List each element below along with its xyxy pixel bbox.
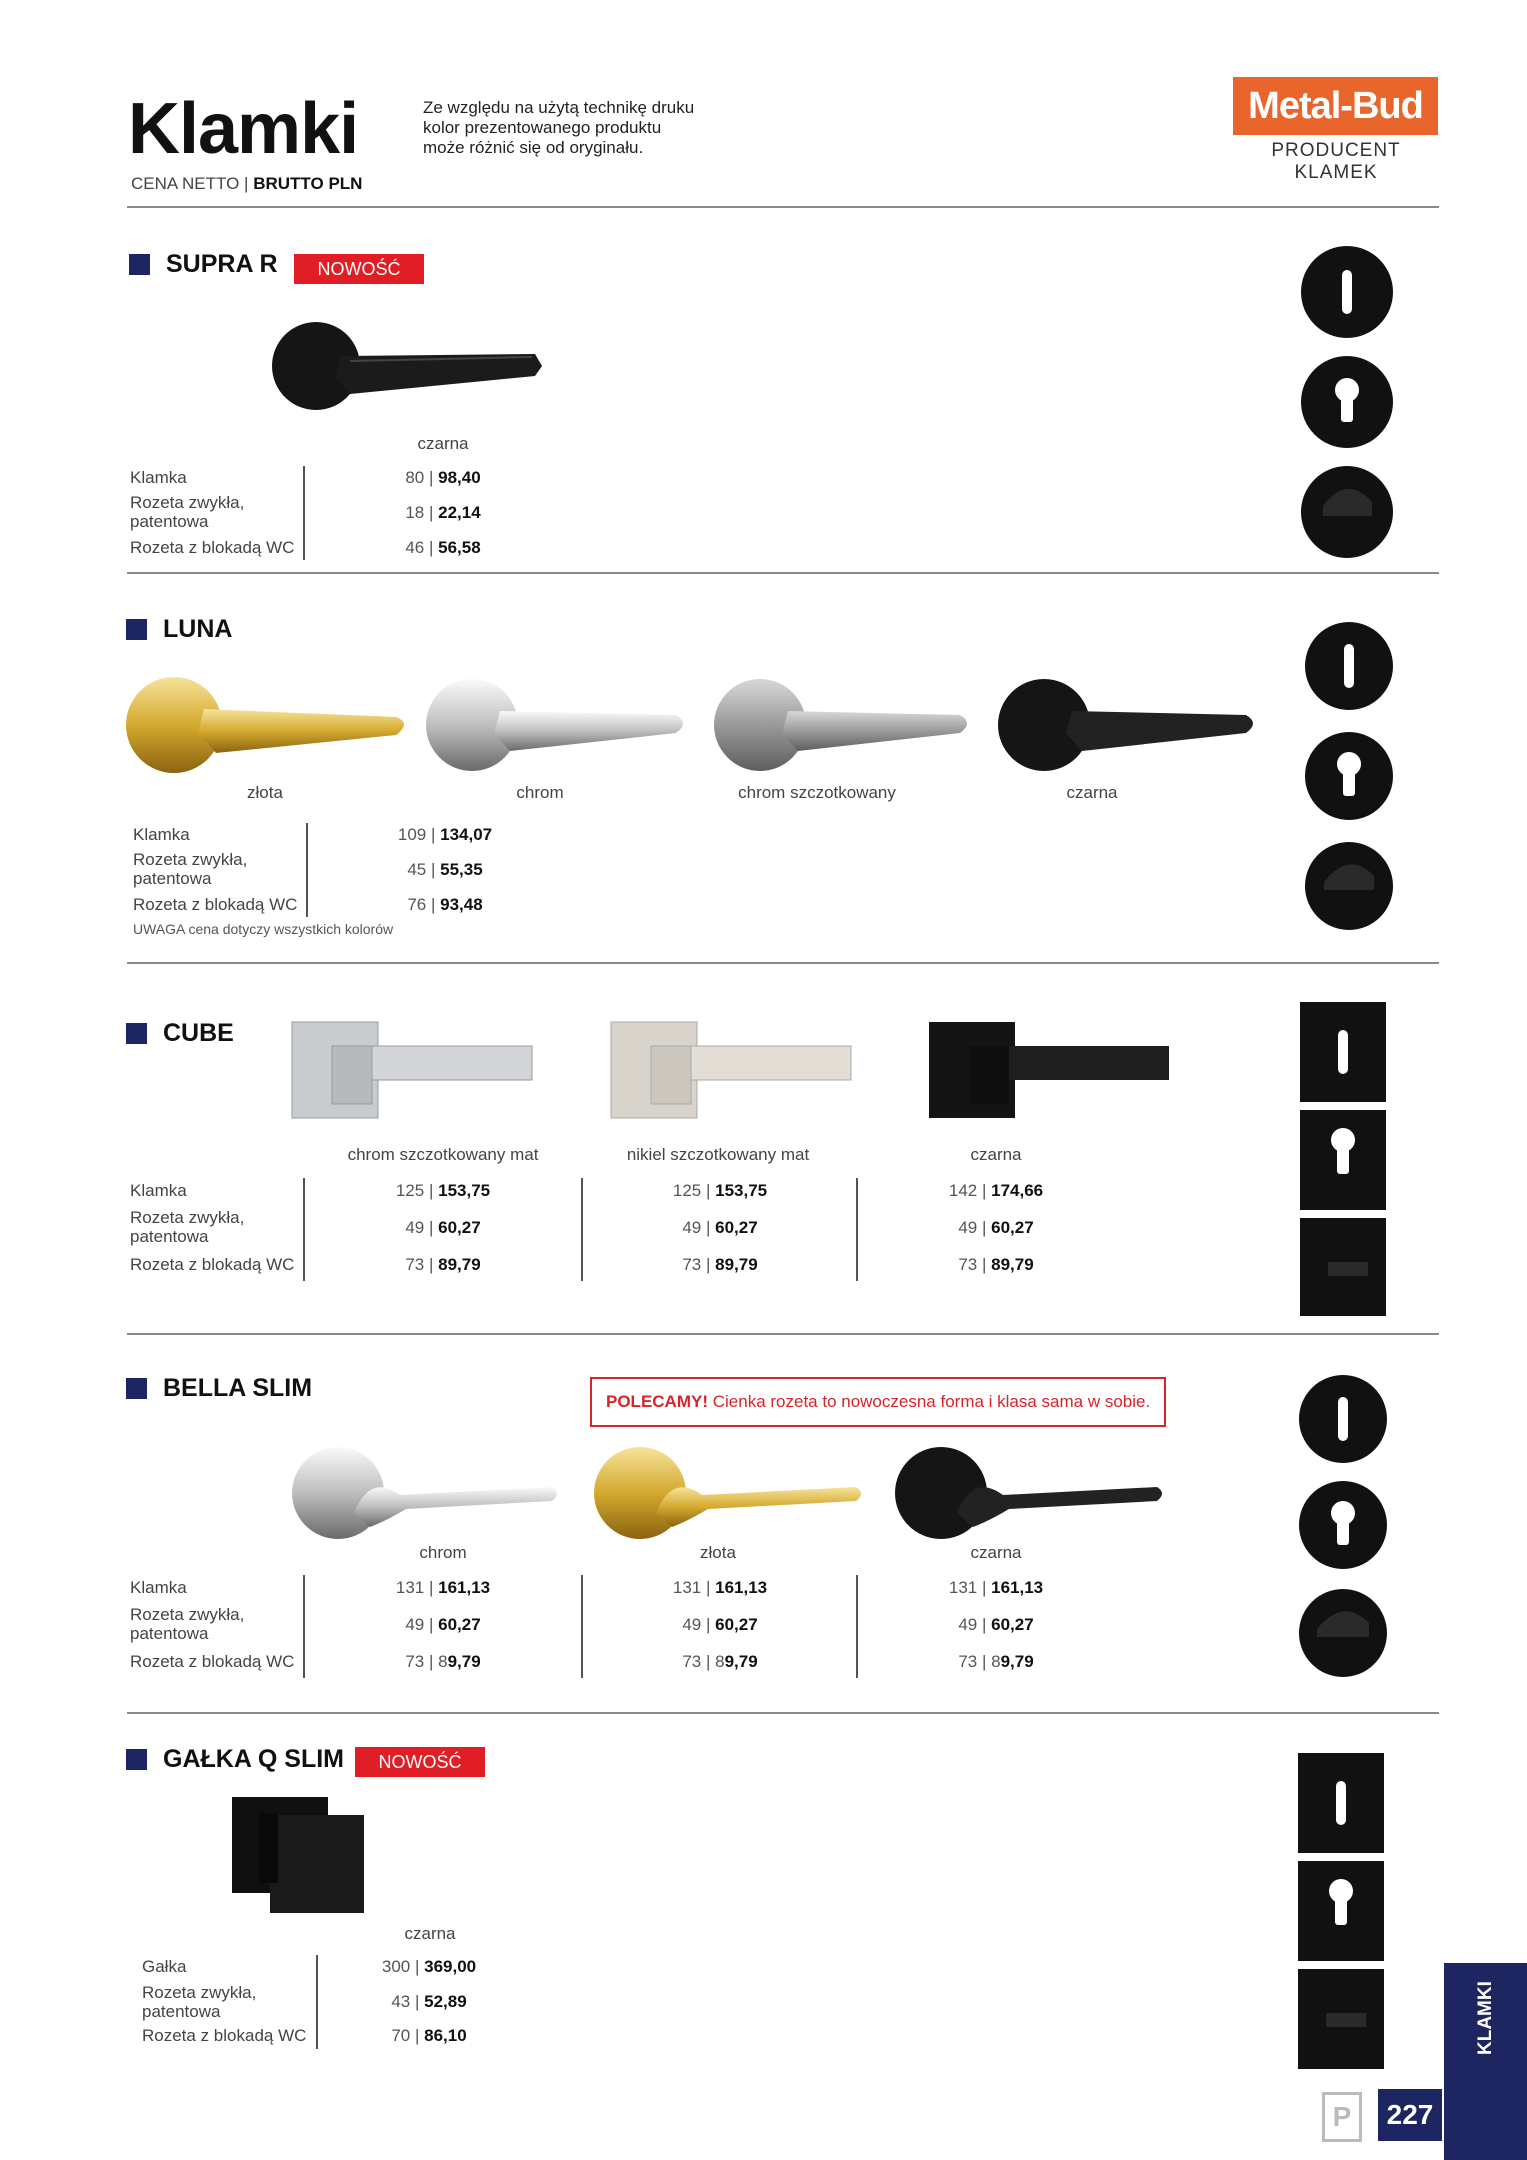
price-cell: [896, 1615, 1096, 1635]
price-gross: 52,89: [424, 1992, 467, 2011]
print-disclaimer: [423, 98, 743, 158]
color-label: czarna: [404, 1924, 456, 1943]
color-label: złota: [247, 783, 283, 802]
price-net: 49 |: [682, 1615, 711, 1634]
price-note-net: CENA NETTO |: [131, 174, 249, 193]
disclaimer-line: Ze względu na użytą technikę druku: [423, 98, 695, 117]
price-gross: 60,27: [715, 1218, 758, 1237]
recommend-banner: [590, 1377, 1166, 1427]
price-net: 125 |: [395, 1181, 434, 1200]
color-label: chrom: [516, 783, 564, 802]
section-marker: [126, 619, 147, 640]
table-divider: [581, 1575, 583, 1678]
price-gross: 89,79: [438, 1255, 481, 1274]
price-cell: [345, 860, 545, 880]
row-label-klamka: Klamka: [130, 1578, 187, 1597]
new-badge: NOWOŚĆ: [355, 1747, 485, 1777]
price-net: 73 | 8: [682, 1652, 725, 1671]
row-label-wc: Rozeta z blokadą WC: [130, 538, 295, 557]
price-gross: 60,27: [438, 1615, 481, 1634]
price-net: 43 |: [391, 1992, 420, 2011]
bella-handle-gold-image: [592, 1443, 867, 1541]
price-net: 73 |: [958, 1255, 987, 1274]
price-cell: [620, 1652, 820, 1672]
row-label-line: Rozeta zwykła,: [130, 1208, 245, 1227]
row-label-rozeta: [130, 1208, 244, 1246]
price-gross: 161,13: [438, 1578, 491, 1597]
price-net: 45 |: [407, 860, 436, 879]
price-net: 73 |: [682, 1255, 711, 1274]
price-cell: [343, 1218, 543, 1238]
row-label-klamka: Klamka: [130, 1181, 187, 1200]
price-net: 125 |: [672, 1181, 711, 1200]
price-cell: [620, 1578, 820, 1598]
price-cell: [329, 1957, 529, 1977]
table-divider: [303, 1178, 305, 1281]
recommend-text: Cienka rozeta to nowoczesna forma i klasa sama w sobie.: [712, 1392, 1151, 1411]
price-cell: [620, 1255, 820, 1275]
price-cell: [329, 1992, 529, 2012]
row-label-line: Rozeta zwykła,: [142, 1983, 257, 2002]
luna-handle-brushed-chrome-image: [712, 673, 970, 773]
row-label-klamka: Klamka: [130, 468, 187, 487]
divider: [127, 962, 1439, 964]
luna-rosettes-image: [1302, 620, 1396, 940]
row-label-wc: Rozeta z blokadą WC: [133, 895, 298, 914]
color-label: czarna: [970, 1543, 1022, 1562]
price-net: 49 |: [405, 1218, 434, 1237]
price-cell: [620, 1181, 820, 1201]
price-cell: [896, 1255, 1096, 1275]
disclaimer-line: może różnić się od oryginału.: [423, 138, 644, 157]
price-gross: 9,79: [447, 1652, 481, 1671]
table-divider: [303, 1575, 305, 1678]
section-marker: [126, 1023, 147, 1044]
cube-handle-brushed-chrome-image: [290, 1020, 535, 1122]
row-label-rozeta: [142, 1983, 256, 2021]
color-label: chrom szczotkowany mat: [347, 1145, 539, 1164]
price-note: UWAGA cena dotyczy wszystkich kolorów: [133, 921, 394, 937]
publisher-logo: P: [1322, 2092, 1362, 2142]
luna-handle-gold-image: [124, 673, 412, 773]
galka-rosettes-image: [1296, 1751, 1388, 2071]
price-gross: 98,40: [438, 468, 481, 487]
price-cell: [896, 1652, 1096, 1672]
table-divider: [306, 823, 308, 917]
bella-handle-chrome-image: [290, 1443, 562, 1541]
section-title-bella: BELLA SLIM: [163, 1374, 313, 1402]
luna-handle-chrome-image: [424, 673, 684, 773]
page-number: 227: [1378, 2089, 1442, 2141]
price-cell: [345, 895, 545, 915]
row-label-line: patentowa: [142, 2002, 221, 2021]
price-cell: [896, 1578, 1096, 1598]
row-label-line: patentowa: [133, 869, 212, 888]
price-cell: [343, 1615, 543, 1635]
price-gross: 89,79: [715, 1255, 758, 1274]
row-label-wc: Rozeta z blokadą WC: [142, 2026, 307, 2045]
price-net: 131 |: [672, 1578, 711, 1597]
price-gross: 60,27: [715, 1615, 758, 1634]
price-gross: 161,13: [991, 1578, 1044, 1597]
row-label-wc: Rozeta z blokadą WC: [130, 1652, 295, 1671]
recommend-label: POLECAMY!: [606, 1392, 708, 1411]
price-net: 131 |: [395, 1578, 434, 1597]
table-divider: [856, 1575, 858, 1678]
price-net: 80 |: [405, 468, 434, 487]
price-net: 46 |: [405, 538, 434, 557]
table-divider: [316, 1955, 318, 2049]
price-gross: 60,27: [438, 1218, 481, 1237]
price-gross: 56,58: [438, 538, 481, 557]
price-cell: [343, 503, 543, 523]
price-net: 49 |: [405, 1615, 434, 1634]
price-net: 18 |: [405, 503, 434, 522]
price-gross: 134,07: [440, 825, 493, 844]
price-gross: 9,79: [1000, 1652, 1034, 1671]
color-label: czarna: [417, 434, 469, 453]
price-net: 49 |: [958, 1218, 987, 1237]
price-cell: [345, 825, 545, 845]
supra-rosettes-image: [1298, 244, 1396, 564]
section-marker: [129, 254, 150, 275]
price-cell: [343, 1578, 543, 1598]
color-label: złota: [700, 1543, 736, 1562]
price-note-gross: BRUTTO PLN: [253, 174, 363, 193]
luna-handle-black-image: [996, 673, 1256, 773]
price-gross: 86,10: [424, 2026, 467, 2045]
divider: [127, 206, 1439, 208]
page-title: Klamki: [128, 89, 359, 169]
row-label-rozeta: [133, 850, 247, 888]
divider: [127, 1333, 1439, 1335]
row-label-line: Rozeta zwykła,: [133, 850, 248, 869]
divider: [127, 1712, 1439, 1714]
color-label: nikiel szczotkowany mat: [626, 1145, 810, 1164]
divider: [127, 572, 1439, 574]
color-label: chrom szczotkowany: [738, 783, 896, 802]
brand-tagline: PRODUCENT KLAMEK: [1271, 140, 1401, 183]
price-net: 73 | 8: [958, 1652, 1001, 1671]
table-divider: [303, 466, 305, 560]
price-gross: 9,79: [724, 1652, 758, 1671]
price-gross: 153,75: [438, 1181, 491, 1200]
section-marker: [126, 1378, 147, 1399]
price-net: 73 |: [405, 1255, 434, 1274]
color-label: czarna: [1066, 783, 1118, 802]
row-label-wc: Rozeta z blokadą WC: [130, 1255, 295, 1274]
price-gross: 60,27: [991, 1615, 1034, 1634]
cube-handle-nickel-image: [609, 1020, 854, 1122]
section-marker: [126, 1749, 147, 1770]
section-title-galka: GAŁKA Q SLIM: [163, 1745, 345, 1773]
price-cell: [620, 1615, 820, 1635]
price-gross: 369,00: [424, 1957, 477, 1976]
price-cell: [343, 538, 543, 558]
price-net: 142 |: [948, 1181, 987, 1200]
supra-handle-image: [270, 316, 545, 416]
price-cell: [343, 1652, 543, 1672]
price-net: 49 |: [958, 1615, 987, 1634]
row-label-klamka: Klamka: [133, 825, 190, 844]
price-gross: 22,14: [438, 503, 481, 522]
row-label-rozeta: [130, 1605, 244, 1643]
cube-rosettes-image: [1298, 1000, 1390, 1318]
row-label-line: Rozeta zwykła,: [130, 493, 245, 512]
color-label: czarna: [970, 1145, 1022, 1164]
price-gross: 93,48: [440, 895, 483, 914]
bella-rosettes-image: [1297, 1373, 1389, 1681]
row-label-line: patentowa: [130, 512, 209, 531]
section-title-cube: CUBE: [163, 1019, 234, 1047]
table-divider: [856, 1178, 858, 1281]
price-cell: [896, 1181, 1096, 1201]
new-badge: NOWOŚĆ: [294, 254, 424, 284]
price-gross: 55,35: [440, 860, 483, 879]
price-net: 49 |: [682, 1218, 711, 1237]
price-gross: 89,79: [991, 1255, 1034, 1274]
price-cell: [343, 1255, 543, 1275]
price-gross: 161,13: [715, 1578, 768, 1597]
price-net: 300 |: [381, 1957, 420, 1976]
price-gross: 60,27: [991, 1218, 1034, 1237]
cube-handle-black-image: [927, 1020, 1172, 1122]
row-label-line: patentowa: [130, 1624, 209, 1643]
price-note: [131, 174, 362, 194]
brand-logo: Metal-Bud: [1233, 77, 1438, 135]
table-divider: [581, 1178, 583, 1281]
price-cell: [329, 2026, 529, 2046]
price-net: 109 |: [397, 825, 436, 844]
price-gross: 174,66: [991, 1181, 1044, 1200]
bella-handle-black-image: [893, 1443, 1168, 1541]
section-title-luna: LUNA: [163, 615, 233, 643]
price-cell: [343, 1181, 543, 1201]
row-label-line: patentowa: [130, 1227, 209, 1246]
galka-knob-image: [228, 1793, 368, 1918]
price-cell: [620, 1218, 820, 1238]
price-net: 70 |: [391, 2026, 420, 2045]
price-gross: 153,75: [715, 1181, 768, 1200]
price-cell: [343, 468, 543, 488]
side-tab-label: KLAMKI: [1475, 1981, 1496, 2055]
price-net: 76 |: [407, 895, 436, 914]
price-net: 131 |: [948, 1578, 987, 1597]
price-cell: [896, 1218, 1096, 1238]
color-label: chrom: [419, 1543, 467, 1562]
price-net: 73 | 8: [405, 1652, 448, 1671]
row-label-rozeta: [130, 493, 244, 531]
row-label-line: Rozeta zwykła,: [130, 1605, 245, 1624]
section-title-supra: SUPRA R: [166, 250, 278, 278]
disclaimer-line: kolor prezentowanego produktu: [423, 118, 662, 137]
row-label-galka: Gałka: [142, 1957, 187, 1976]
